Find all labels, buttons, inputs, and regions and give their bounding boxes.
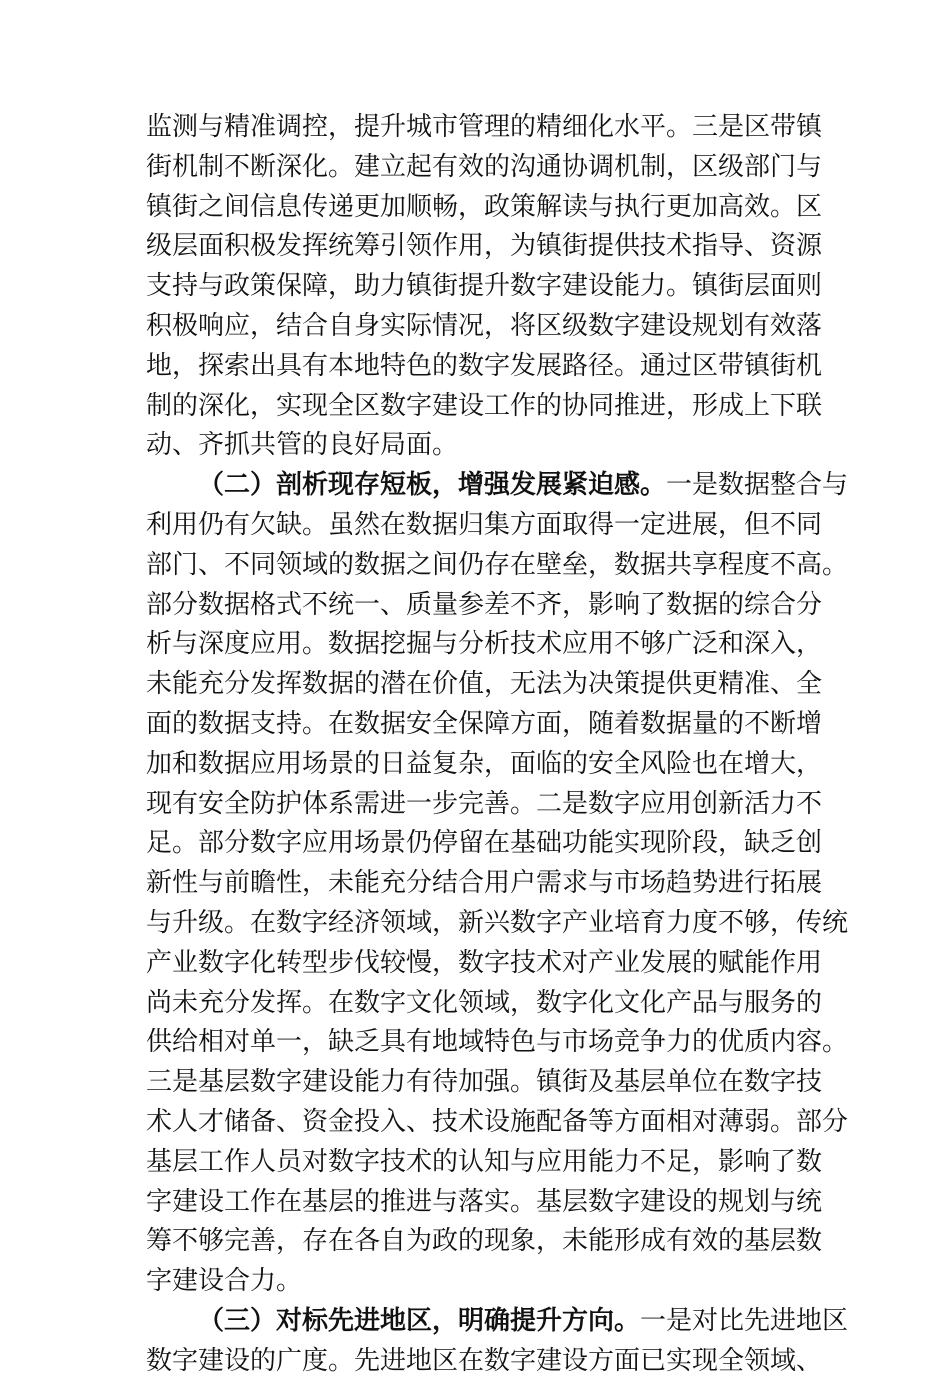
text-line: 字建设合力。 — [146, 1266, 303, 1297]
text-line: 三是基层数字建设能力有待加强。镇街及基层单位在数字技 — [146, 1067, 823, 1098]
paragraph-2 — [146, 466, 849, 1302]
text-line: 面的数据支持。在数据安全保障方面，随着数据量的不断增 — [146, 708, 823, 739]
text-line: 未能充分发挥数据的潜在价值，无法为决策提供更精准、全 — [146, 669, 823, 700]
text-line: 监测与精准调控，提升城市管理的精细化水平。三是区带镇 — [146, 112, 823, 142]
text-line: 足。部分数字应用场景仍停留在基础功能实现阶段，缺乏创 — [146, 828, 823, 859]
text-line: 产业数字化转型步伐较慢，数字技术对产业发展的赋能作用 — [146, 947, 823, 978]
text-line: 字建设工作在基层的推进与落实。基层数字建设的规划与统 — [146, 1186, 823, 1217]
text-line: 部分数据格式不统一、质量参差不齐，影响了数据的综合分 — [146, 589, 823, 620]
text-line: 新性与前瞻性，未能充分结合用户需求与市场趋势进行拓展 — [146, 868, 823, 899]
text-line: 基层工作人员对数字技术的认知与应用能力不足，影响了数 — [146, 1146, 823, 1177]
text-line: 数字建设的广度。先进地区在数字建设方面已实现全领域、 — [146, 1345, 823, 1376]
section-heading: （三）对标先进地区，明确提升方向。 — [198, 1305, 641, 1336]
text-line: 支持与政策保障，助力镇街提升数字建设能力。镇街层面则 — [146, 271, 823, 302]
text-line: 现有安全防护体系需进一步完善。二是数字应用创新活力不 — [146, 788, 823, 819]
text-line: 动、齐抓共管的良好局面。 — [146, 430, 459, 461]
paragraph-3 — [146, 1302, 849, 1382]
text-line: 街机制不断深化。建立起有效的沟通协调机制，区级部门与 — [146, 151, 823, 182]
text-line: 供给相对单一，缺乏具有地域特色与市场竞争力的优质内容。 — [146, 1027, 849, 1058]
text-line: 筹不够完善，存在各自为政的现象，未能形成有效的基层数 — [146, 1226, 823, 1257]
text-line: 与升级。在数字经济领域，新兴数字产业培育力度不够，传统 — [146, 907, 849, 938]
text-line: 尚未充分发挥。在数字文化领域，数字化文化产品与服务的 — [146, 987, 823, 1018]
text-run: 一是数据整合与 — [666, 470, 849, 501]
text-line: 级层面积极发挥统筹引领作用，为镇街提供技术指导、资源 — [146, 231, 823, 262]
body-text — [146, 108, 849, 1382]
text-line: 析与深度应用。数据挖掘与分析技术应用不够广泛和深入， — [146, 629, 823, 660]
text-line: 地，探索出具有本地特色的数字发展路径。通过区带镇街机 — [146, 350, 823, 381]
section-heading: （二）剖析现存短板，增强发展紧迫感。 — [198, 470, 667, 501]
text-line: 利用仍有欠缺。虽然在数据归集方面取得一定进展，但不同 — [146, 509, 823, 540]
paragraph-first-line — [146, 1302, 849, 1342]
text-run: 一是对比先进地区 — [640, 1305, 849, 1336]
text-line: 部门、不同领域的数据之间仍存在壁垒，数据共享程度不高。 — [146, 549, 849, 580]
text-line: 制的深化，实现全区数字建设工作的协同推进，形成上下联 — [146, 390, 823, 421]
paragraph-1 — [146, 108, 822, 466]
paragraph-first-line — [146, 466, 849, 506]
text-line: 加和数据应用场景的日益复杂，面临的安全风险也在增大， — [146, 748, 823, 779]
text-line: 积极响应，结合自身实际情况，将区级数字建设规划有效落 — [146, 310, 823, 341]
text-line: 术人才储备、资金投入、技术设施配备等方面相对薄弱。部分 — [146, 1106, 849, 1137]
text-line: 镇街之间信息传递更加顺畅，政策解读与执行更加高效。区 — [146, 191, 823, 222]
